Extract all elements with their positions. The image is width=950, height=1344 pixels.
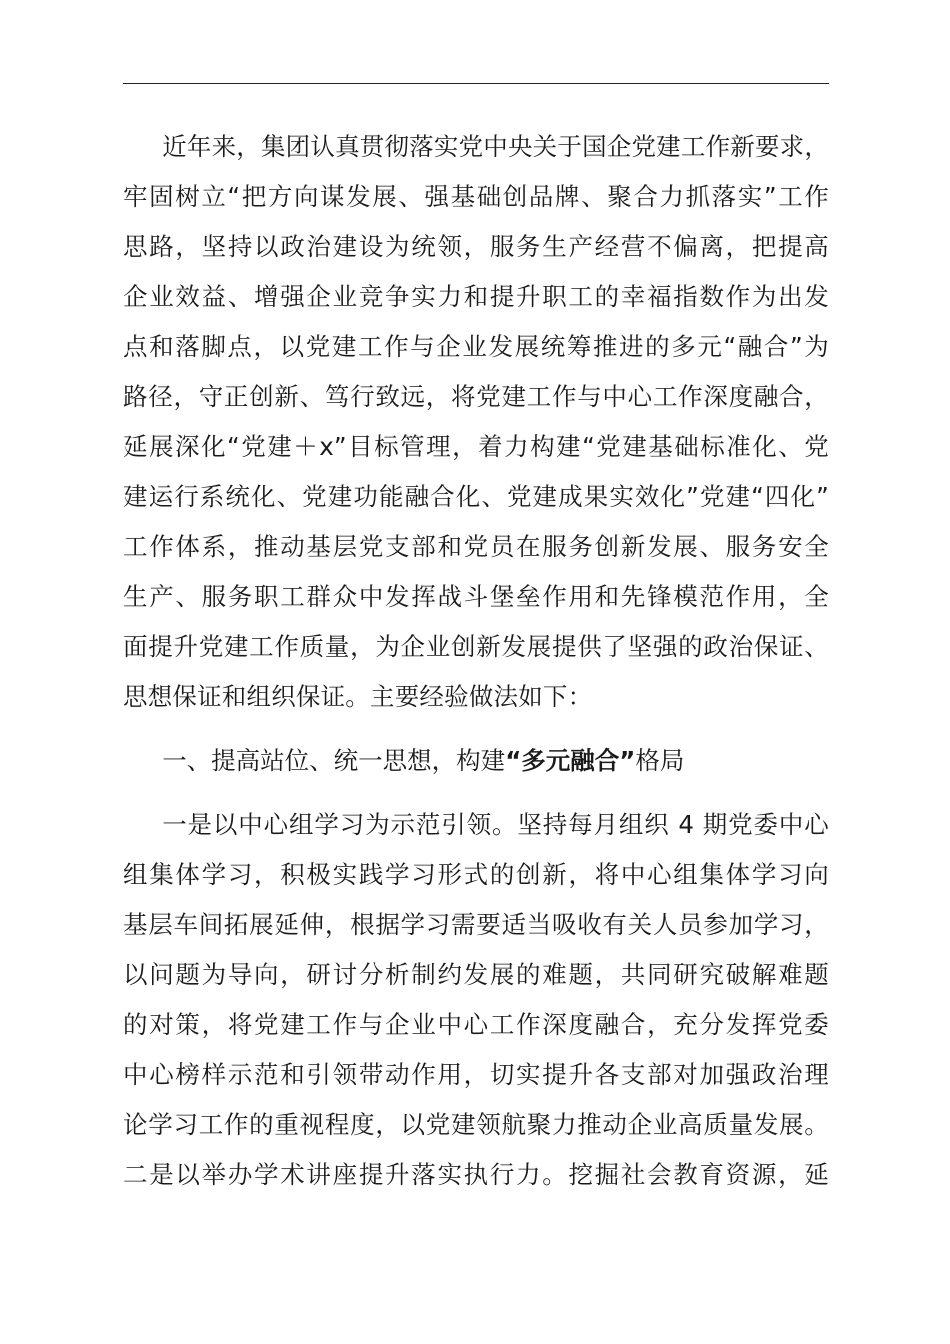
text-line: 点和落脚点，以党建工作与企业发展统筹推进的多元“融合”为 — [123, 332, 829, 361]
text-line: 面提升党建工作质量，为企业创新发展提供了坚强的政治保证、 — [123, 632, 829, 661]
text-line: 近年来，集团认真贯彻落实党中央关于国企党建工作新要求， — [162, 132, 830, 161]
intro-paragraph — [123, 122, 829, 722]
document-body — [123, 122, 829, 1200]
text-line: 二是以举办学术讲座提升落实执行力。挖掘社会教育资源，延 — [123, 1160, 829, 1189]
text-line: 的对策，将党建工作与企业中心工作深度融合，充分发挥党委 — [123, 1010, 829, 1039]
text-line: 以问题为导向，研讨分析制约发展的难题，共同研究破解难题 — [123, 960, 829, 989]
text-line: 思路，坚持以政治建设为统领，服务生产经营不偏离，把提高 — [123, 232, 829, 261]
text-line: 延展深化“党建＋x”目标管理，着力构建“党建基础标准化、党 — [123, 432, 829, 461]
heading-suffix: 格局 — [635, 746, 685, 775]
text-line: 基层车间拓展延伸，根据学习需要适当吸收有关人员参加学习， — [123, 910, 829, 939]
text-line: 牢固树立“把方向谋发展、强基础创品牌、聚合力抓落实”工作 — [123, 182, 829, 211]
heading-prefix: 一、提高站位、统一思想，构建 — [162, 746, 506, 775]
text-line: 中心榜样示范和引领带动作用，切实提升各支部对加强政治理 — [123, 1060, 829, 1089]
text-line: 工作体系，推动基层党支部和党员在服务创新发展、服务安全 — [123, 532, 829, 561]
text-line: 路径，守正创新、笃行致远，将党建工作与中心工作深度融合， — [123, 382, 829, 411]
text-line: 建运行系统化、党建功能融合化、党建成果实效化”党建“四化” — [123, 482, 829, 511]
text-line: 论学习工作的重视程度，以党建领航聚力推动企业高质量发展。 — [123, 1110, 829, 1139]
text-line: 生产、服务职工群众中发挥战斗堡垒作用和先锋模范作用，全 — [123, 582, 829, 611]
text-line: 企业效益、增强企业竞争实力和提升职工的幸福指数作为出发 — [123, 282, 829, 311]
text-line: 一是以中心组学习为示范引领。坚持每月组织 4 期党委中心 — [162, 810, 829, 839]
text-line: 思想保证和组织保证。主要经验做法如下： — [123, 682, 593, 711]
text-line: 组集体学习，积极实践学习形式的创新，将中心组集体学习向 — [123, 860, 829, 889]
section-heading — [123, 736, 829, 786]
heading-emphasis: “多元融合” — [505, 746, 636, 775]
header-rule — [123, 83, 829, 84]
section1-paragraph — [123, 800, 829, 1200]
